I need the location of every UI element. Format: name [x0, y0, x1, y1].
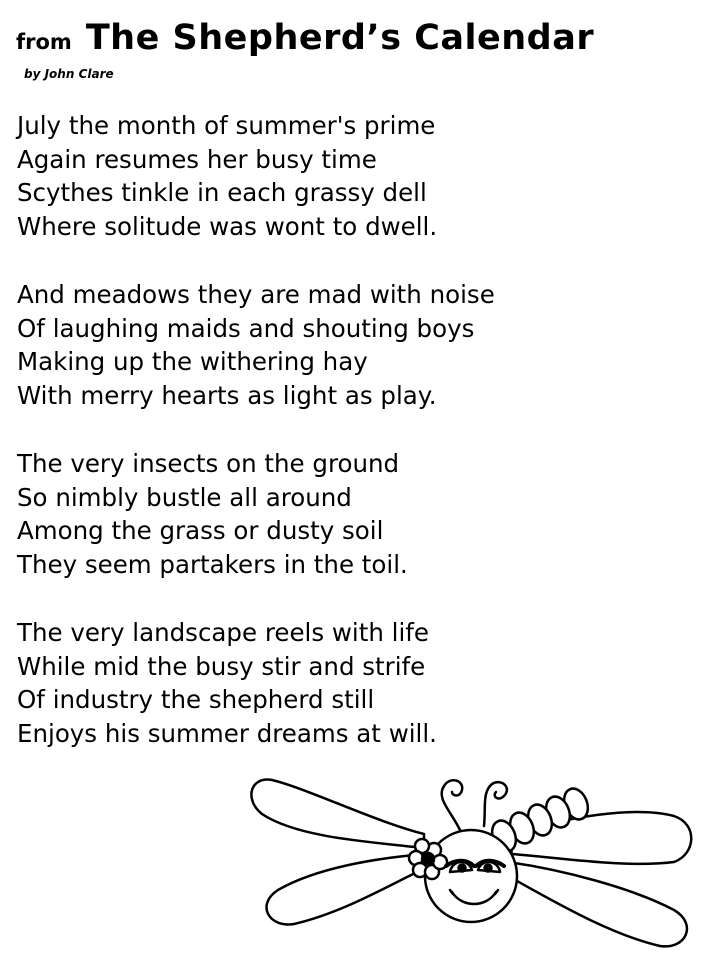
page-title: The Shepherd’s Calendar	[85, 18, 595, 58]
wing-lower-right	[508, 862, 687, 946]
poem-line: They seem partakers in the toil.	[17, 549, 408, 579]
poem-line: With merry hearts as light as play.	[17, 380, 437, 410]
page-header	[16, 18, 594, 58]
poem	[17, 109, 495, 785]
poem-line: Where solitude was wont to dwell.	[17, 211, 438, 241]
dragonfly-icon	[246, 758, 706, 954]
poem-line: Again resumes her busy time	[17, 144, 377, 174]
poem-line: Of laughing maids and shouting boys	[17, 313, 475, 343]
antenna-left	[442, 780, 463, 830]
wing-lower-left	[267, 854, 430, 924]
poem-line: Of industry the shepherd still	[17, 685, 375, 714]
stanza-2	[17, 278, 495, 412]
stanza-3	[17, 447, 495, 581]
poem-line: Among the grass or dusty soil	[17, 516, 384, 545]
poem-line: The very landscape reels with life	[17, 618, 429, 647]
poem-line: So nimbly bustle all around	[17, 482, 352, 512]
poem-line: Scythes tinkle in each grassy dell	[17, 178, 427, 207]
poem-line: Making up the withering hay	[17, 347, 368, 376]
poem-line: While mid the busy stir and strife	[17, 651, 426, 681]
poem-line: The very insects on the ground	[17, 449, 400, 478]
author-byline: by John Clare	[24, 67, 114, 81]
dragonfly-illustration	[246, 758, 706, 958]
poem-line: July the month of summer's prime	[17, 111, 436, 140]
from-label: from	[16, 30, 72, 54]
poem-line: And meadows they are mad with noise	[17, 280, 495, 309]
poem-line: Enjoys his summer dreams at will.	[17, 718, 437, 748]
antenna-right	[484, 782, 507, 826]
stanza-4	[17, 616, 495, 750]
wing-upper-left	[251, 780, 424, 848]
stanza-1	[17, 109, 495, 243]
